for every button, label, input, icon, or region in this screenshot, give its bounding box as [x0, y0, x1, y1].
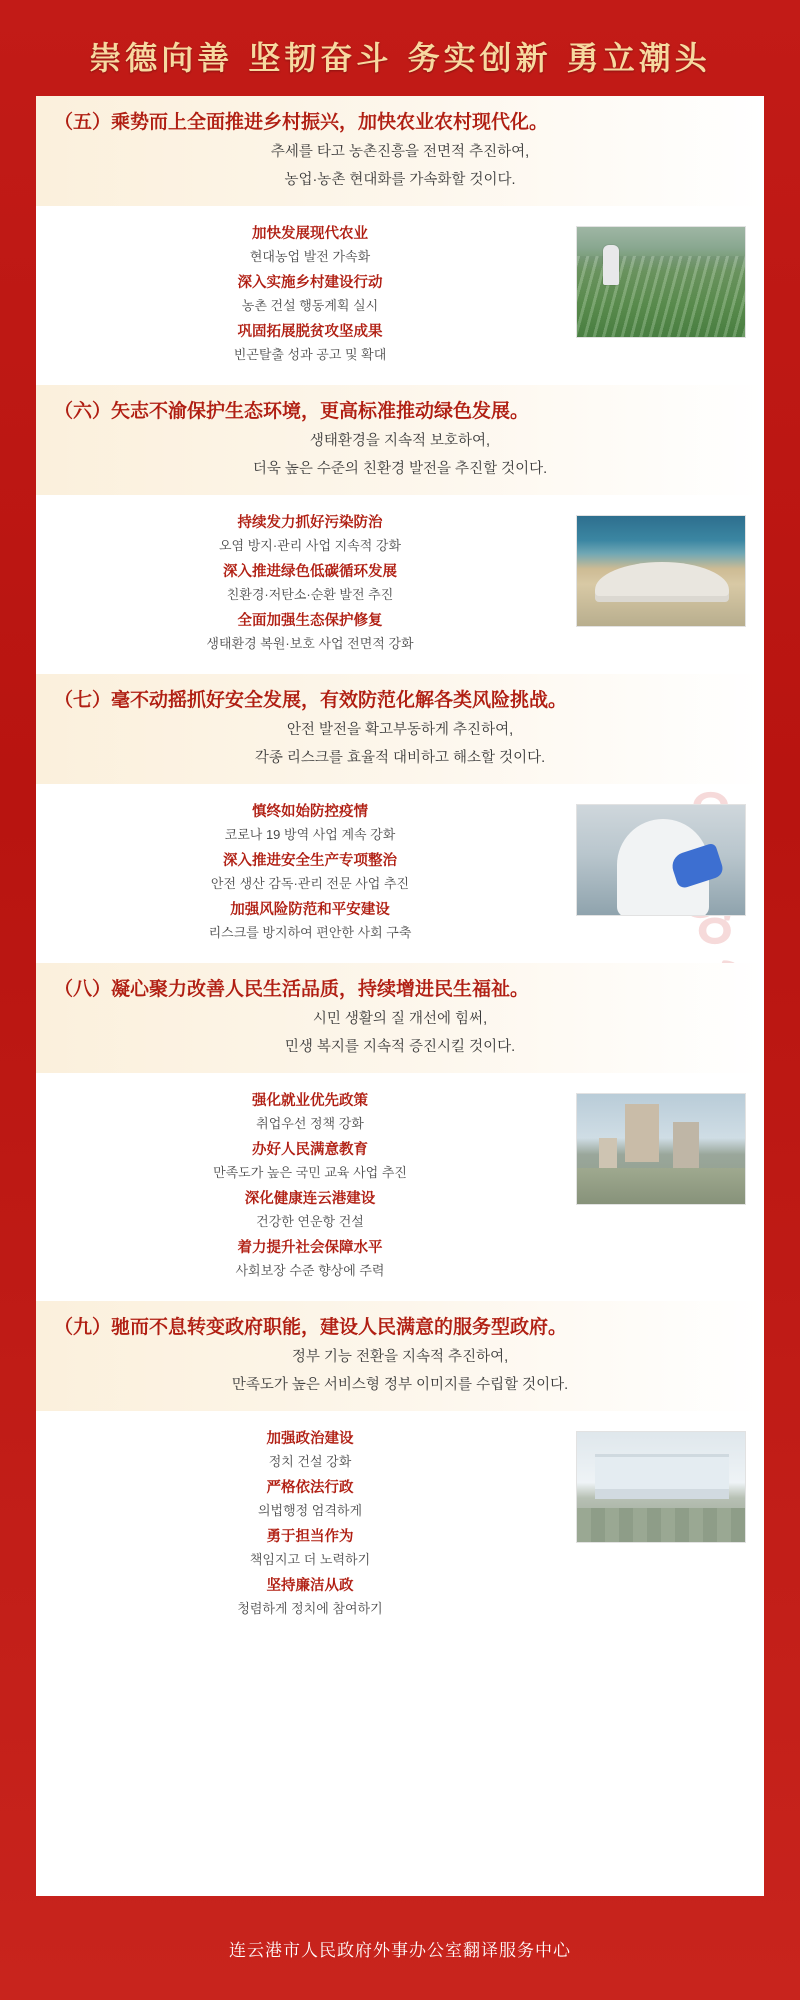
- section-five-points: [54, 220, 566, 369]
- section-eight-header: [36, 963, 764, 1073]
- section-title: （九）驰而不息转变政府职能，建设人民满意的服务型政府。: [54, 1316, 568, 1338]
- city-square-photo: [576, 1093, 746, 1205]
- coastline-photo: [576, 515, 746, 627]
- government-building-photo: [576, 1431, 746, 1543]
- section-seven-header: [36, 674, 764, 784]
- section-six: [36, 385, 764, 674]
- section-nine-header: [36, 1301, 764, 1411]
- point-cn: 坚持廉洁从政: [266, 1577, 354, 1594]
- point-cn: 深入推进安全生产专项整治: [223, 852, 397, 869]
- section-subtitle-line2: 민생 복지를 지속적 증진시킬 것이다.: [284, 1039, 516, 1055]
- section-title: （五）乘势而上全面推进乡村振兴，加快农业农村现代化。: [54, 111, 549, 133]
- point-kr: 농촌 건설 행동계획 실시: [241, 298, 379, 313]
- point-kr: 친환경·저탄소·순환 발전 추진: [226, 587, 394, 602]
- section-seven: [36, 674, 764, 963]
- point-cn: 全面加强生态保护修复: [237, 612, 383, 629]
- point-kr: 건강한 연운항 건설: [256, 1214, 364, 1229]
- farm-greenhouse-photo: [576, 226, 746, 338]
- section-subtitle-line1: 정부 기능 전환을 지속적 추진하여,: [291, 1349, 509, 1365]
- point-cn: 深入实施乡村建设行动: [237, 274, 383, 291]
- point-kr: 정치 건설 강화: [268, 1454, 352, 1469]
- banner-title: 崇德向善 坚韧奋斗 务实创新 勇立潮头: [89, 39, 711, 77]
- point-cn: 强化就业优先政策: [252, 1092, 368, 1109]
- section-subtitle-line2: 농업·농촌 현대화를 가속화할 것이다.: [284, 172, 516, 188]
- section-nine: [36, 1301, 764, 1639]
- section-subtitle-line2: 각종 리스크를 효율적 대비하고 해소할 것이다.: [254, 750, 546, 766]
- section-seven-body: [36, 784, 764, 963]
- section-five-body: [36, 206, 764, 385]
- point-kr: 빈곤탈출 성과 공고 및 확대: [233, 347, 387, 362]
- point-kr: 현대농업 발전 가속화: [249, 249, 371, 264]
- section-six-points: [54, 509, 566, 658]
- point-cn: 办好人民满意教育: [252, 1141, 368, 1158]
- section-seven-points: [54, 798, 566, 947]
- point-cn: 严格依法行政: [266, 1479, 354, 1496]
- section-title: （七）毫不动摇抓好安全发展，有效防范化解各类风险挑战。: [54, 689, 568, 711]
- point-cn: 加强政治建设: [266, 1430, 354, 1447]
- point-cn: 深入推进绿色低碳循环发展: [223, 563, 397, 580]
- point-cn: 慎终如始防控疫情: [252, 803, 368, 820]
- content-sheet: [36, 96, 764, 1896]
- section-eight-points: [54, 1087, 566, 1285]
- point-kr: 오염 방지·관리 사업 지속적 강화: [218, 538, 402, 553]
- footer-text: 连云港市人民政府外事办公室翻译服务中心: [229, 1940, 571, 1961]
- point-cn: 加快发展现代农业: [252, 225, 368, 242]
- section-six-header: [36, 385, 764, 495]
- section-eight: [36, 963, 764, 1301]
- point-kr: 생태환경 복원·보호 사업 전면적 강화: [206, 636, 414, 651]
- point-cn: 持续发力抓好污染防治: [237, 514, 383, 531]
- point-cn: 勇于担当作为: [266, 1528, 354, 1545]
- section-subtitle-line2: 만족도가 높은 서비스형 정부 이미지를 수립할 것이다.: [231, 1377, 569, 1393]
- section-subtitle-line1: 추세를 타고 농촌진흥을 전면적 추진하여,: [270, 144, 530, 160]
- footer: [0, 1896, 800, 2000]
- section-title: （八）凝心聚力改善人民生活品质，持续增进民生福祉。: [54, 978, 530, 1000]
- section-eight-body: [36, 1073, 764, 1301]
- section-title: （六）矢志不渝保护生态环境，更高标准推动绿色发展。: [54, 400, 530, 422]
- point-kr: 의법행정 엄격하게: [257, 1503, 363, 1518]
- point-kr: 취업우선 정책 강화: [256, 1116, 364, 1131]
- point-kr: 코로나 19 방역 사업 계속 강화: [224, 827, 396, 842]
- section-subtitle-line1: 생태환경을 지속적 보호하여,: [309, 433, 491, 449]
- section-subtitle-line1: 시민 생활의 질 개선에 힘써,: [312, 1011, 488, 1027]
- section-five: [36, 96, 764, 385]
- section-subtitle-line2: 더욱 높은 수준의 친환경 발전을 추진할 것이다.: [252, 461, 548, 477]
- section-five-header: [36, 96, 764, 206]
- point-kr: 청렴하게 정치에 참여하기: [237, 1601, 383, 1616]
- point-cn: 深化健康连云港建设: [244, 1190, 376, 1207]
- point-kr: 사회보장 수준 향상에 주력: [235, 1263, 385, 1278]
- section-six-body: [36, 495, 764, 674]
- point-cn: 巩固拓展脱贫攻坚成果: [237, 323, 383, 340]
- point-kr: 안전 생산 감독·관리 전문 사업 추진: [210, 876, 410, 891]
- point-kr: 만족도가 높은 국민 교육 사업 추진: [213, 1165, 407, 1180]
- section-subtitle-line1: 안전 발전을 확고부동하게 추진하여,: [286, 722, 514, 738]
- point-cn: 加强风险防范和平安建设: [230, 901, 390, 918]
- section-nine-body: [36, 1411, 764, 1639]
- point-kr: 책임지고 더 노력하기: [249, 1552, 371, 1567]
- section-nine-points: [54, 1425, 566, 1623]
- medical-worker-photo: [576, 804, 746, 916]
- point-kr: 리스크를 방지하여 편안한 사회 구축: [208, 925, 412, 940]
- point-cn: 着力提升社会保障水平: [237, 1239, 383, 1256]
